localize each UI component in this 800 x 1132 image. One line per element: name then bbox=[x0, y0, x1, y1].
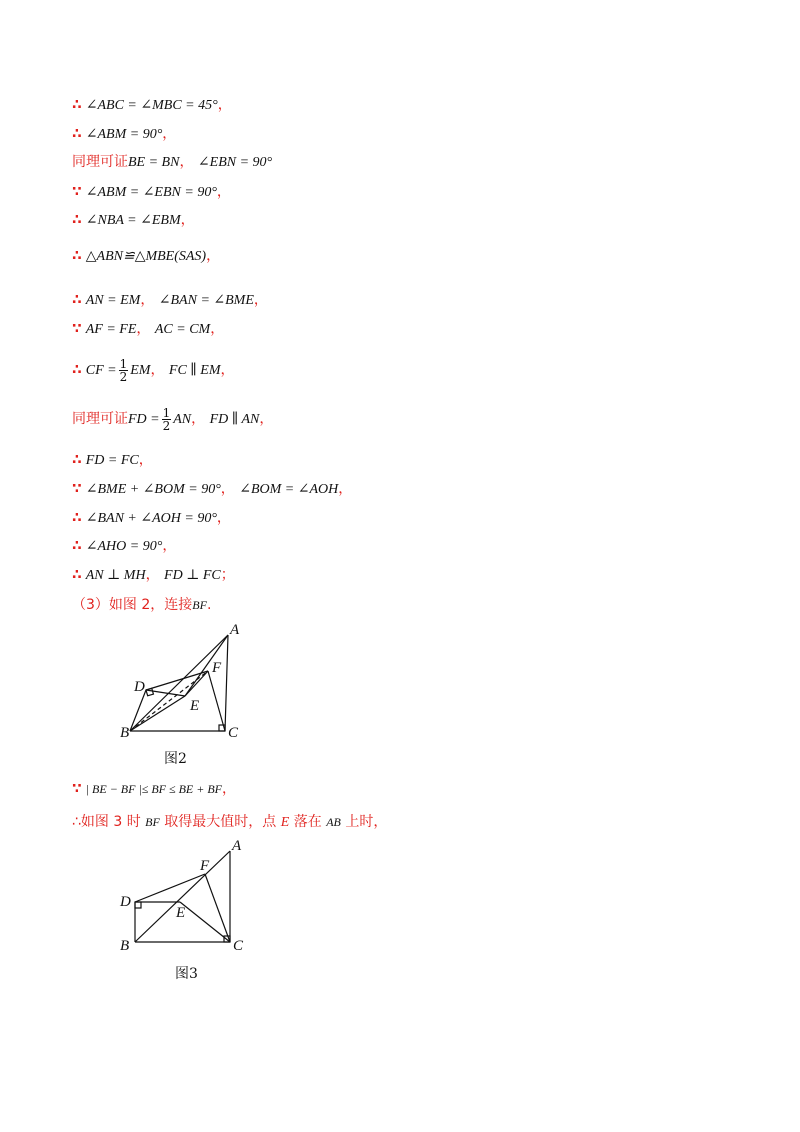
label-C: C bbox=[233, 938, 244, 954]
label-E: E bbox=[190, 698, 200, 714]
line-5: ∴ ∠NBA = ∠EBM， bbox=[72, 212, 195, 228]
line-13: ∴ ∠BAN + ∠AOH = 90°， bbox=[72, 510, 231, 526]
line-6: ∴ △ABN≌△MBE(SAS)， bbox=[72, 248, 221, 264]
label-C: C bbox=[228, 725, 239, 741]
fraction-half: $\frac{1}{2}$ bbox=[162, 405, 171, 433]
fraction-half: $\frac{1}{2}$ bbox=[119, 356, 128, 384]
figure-3-caption: 图3 bbox=[175, 966, 198, 982]
line-4: ∵ ∠ABM = ∠EBN = 90°， bbox=[72, 184, 231, 200]
line-1: ∴ ∠ABC = ∠MBC = 45°， bbox=[72, 97, 232, 113]
label-B: B bbox=[120, 725, 130, 741]
line-18: ∴如图 3 时 BF 取得最大值时，点 E 落在 AB 上时， bbox=[72, 814, 388, 830]
label-E: E bbox=[176, 905, 186, 921]
line-12: ∵ ∠BME + ∠BOM = 90°， ∠BOM = ∠AOH， bbox=[72, 481, 353, 497]
line-3: 同理可证BE = BN， ∠EBN = 90° bbox=[72, 154, 273, 170]
figure-3-diagram bbox=[110, 836, 255, 961]
line-11: ∴ FD = FC， bbox=[72, 452, 153, 468]
label-A: A bbox=[230, 622, 240, 638]
line-17: ∵ | BE − BF |≤ BF ≤ BE + BF， bbox=[72, 781, 237, 797]
line-10: 同理可证FD = $\frac{1}{2}$ AN， FD ∥ AN， bbox=[72, 405, 274, 433]
figure-3 bbox=[110, 836, 255, 961]
figure-2 bbox=[110, 620, 250, 745]
figure-2-caption: 图2 bbox=[164, 751, 187, 767]
line-14: ∴ ∠AHO = 90°， bbox=[72, 538, 177, 554]
line-15: ∴ AN ⊥ MH， FD ⊥ FC； bbox=[72, 567, 235, 583]
label-F: F bbox=[200, 858, 210, 874]
line-2: ∴ ∠ABM = 90°， bbox=[72, 126, 177, 142]
label-D: D bbox=[120, 894, 131, 910]
line-7: ∴ AN = EM， ∠BAN = ∠BME， bbox=[72, 292, 268, 308]
line-9: ∴ CF = $\frac{1}{2}$ EM， FC ∥ EM， bbox=[72, 356, 235, 384]
label-A: A bbox=[232, 838, 242, 854]
label-F: F bbox=[212, 660, 222, 676]
line-16: （3）如图 2，连接BF. bbox=[72, 597, 212, 613]
label-D: D bbox=[134, 679, 145, 695]
line-8: ∵ AF = FE， AC = CM， bbox=[72, 321, 225, 337]
figure-2-diagram bbox=[110, 620, 250, 745]
label-B: B bbox=[120, 938, 130, 954]
